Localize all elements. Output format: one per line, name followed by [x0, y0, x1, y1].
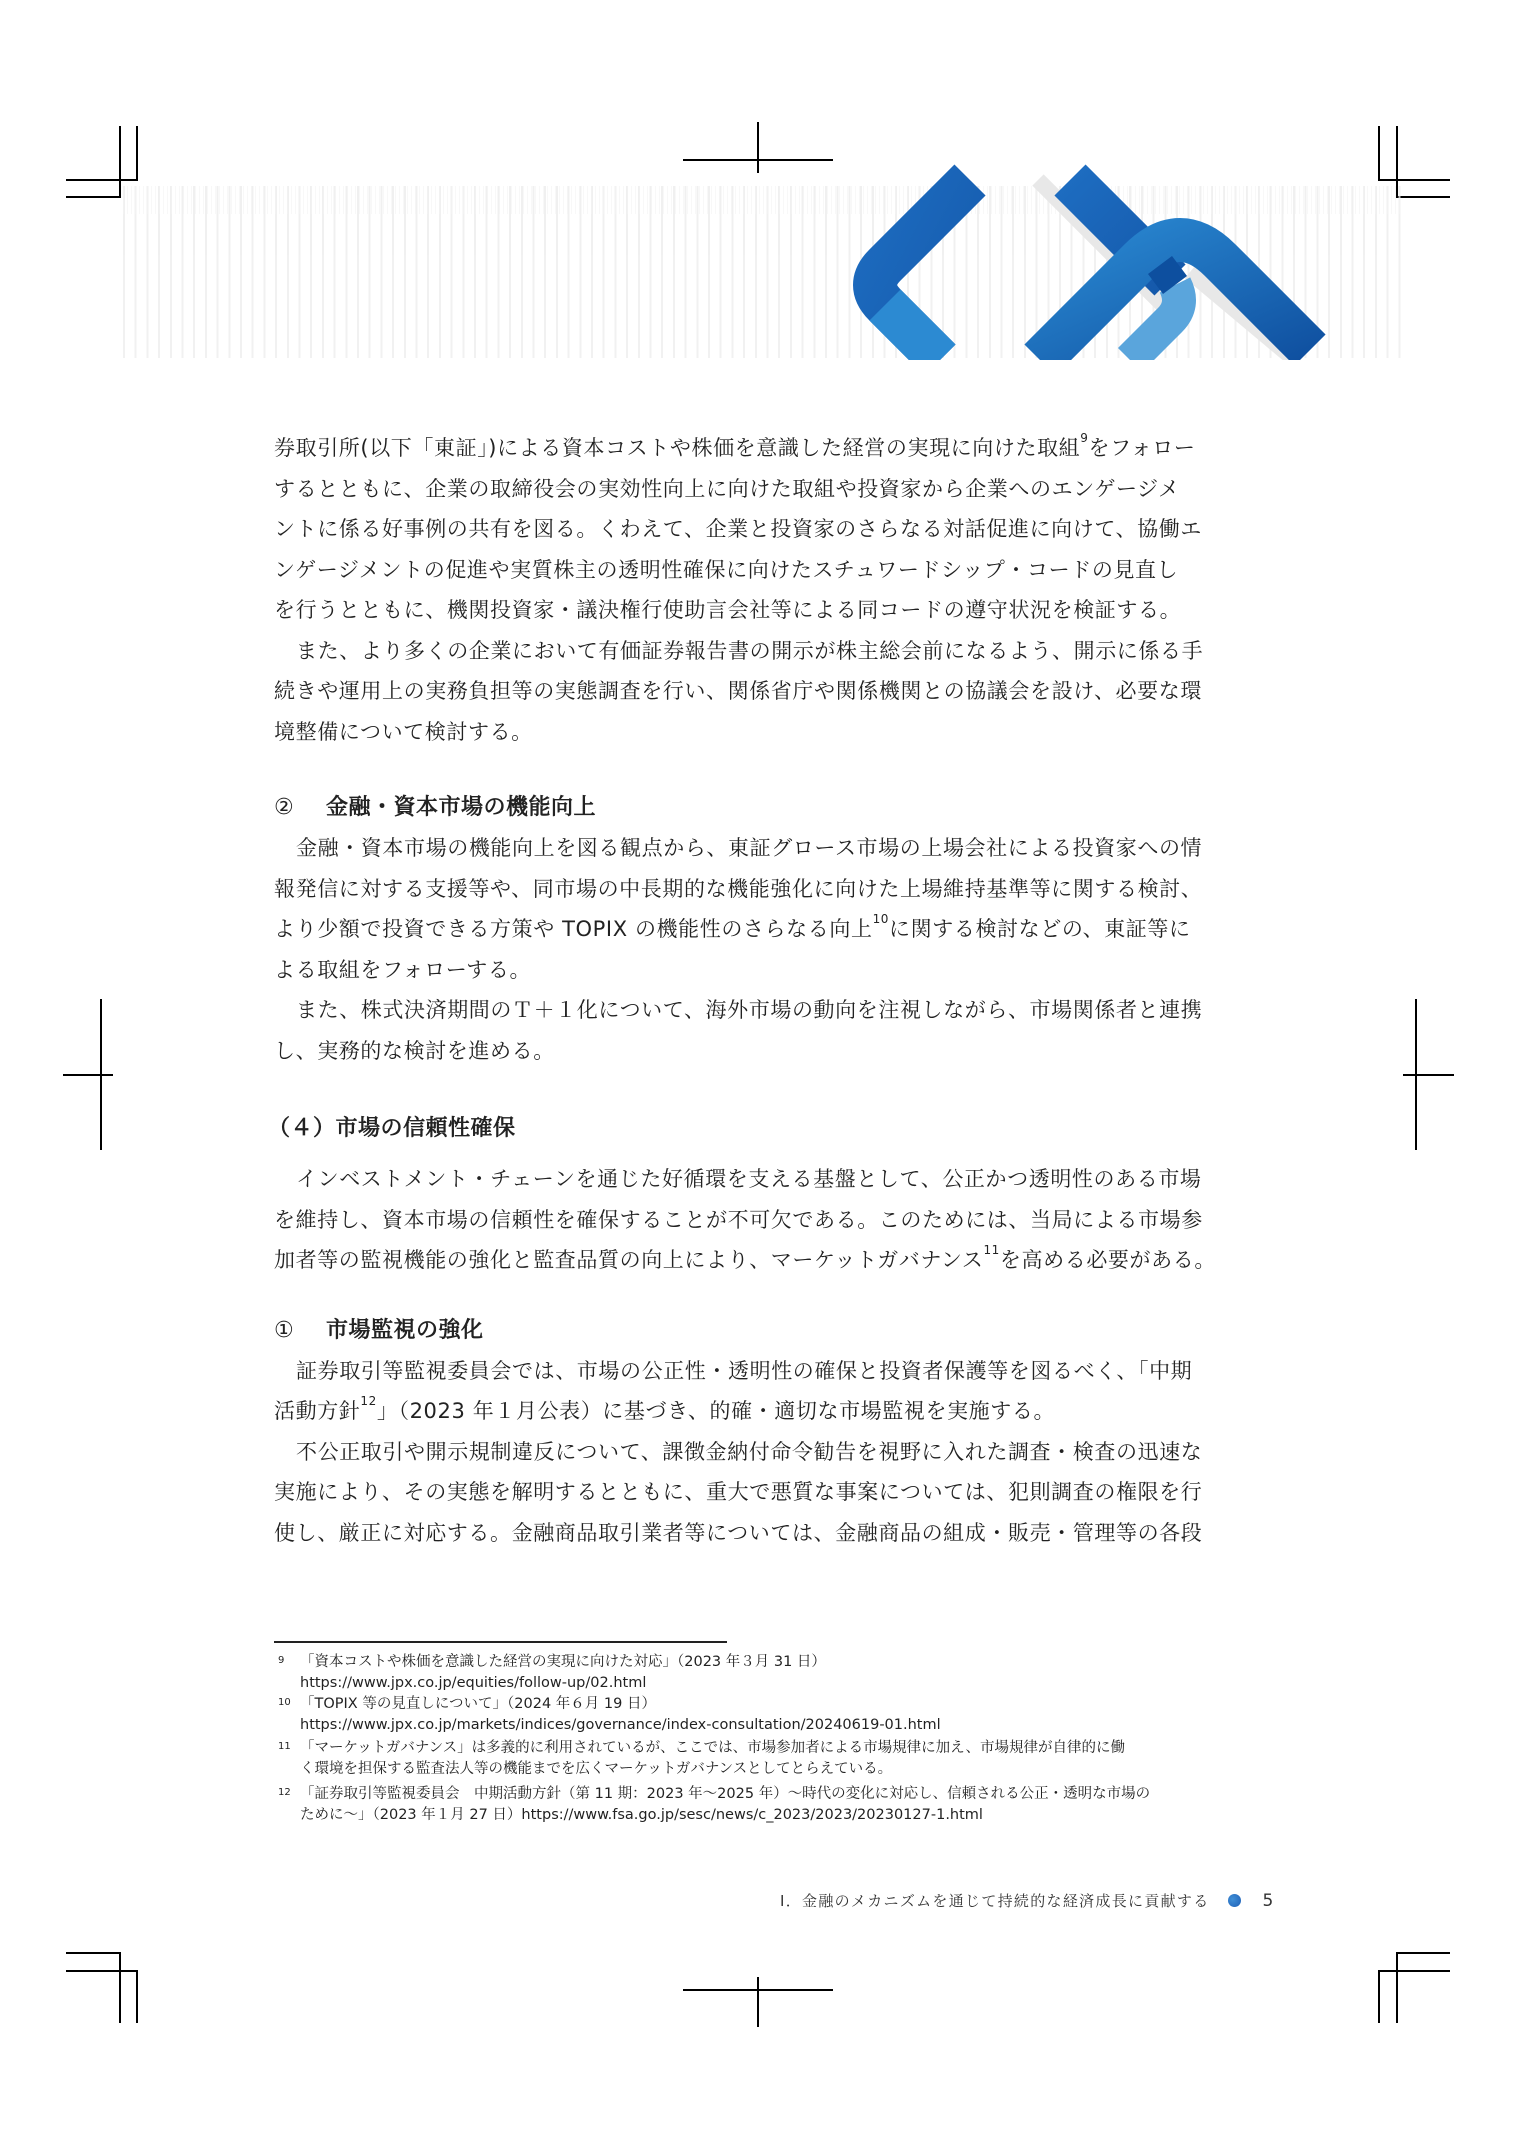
page-number: 5 [1262, 1891, 1275, 1911]
crop-mark [1396, 1952, 1450, 1954]
paragraph-disclosure: また、より多くの企業において有価証券報告書の開示が株主総会前になるよう、開示に係る手 続きや運用上の実務負担等の実態調査を行い、関係省庁や関係機関との協議会を設け、必要な環 境整備について検討する。 [274, 638, 1204, 744]
footnote-12: 12 「証券取引等監視委員会 中期活動方針（第 11 期：2023 年～2025 年）～時代の変化に対応し、信頼される公正・透明な市場の ために～」（2023 年１月 27 日）https://www.fsa.go.jp/sesc/news/c_2023/2023/20230127-1.html [278, 1786, 1151, 1823]
crop-mark [1378, 126, 1380, 180]
footnote-9: 9 「資本コストや株価を意識した経営の実現に向けた対応」（2023 年３月 31 日） https://www.jpx.co.jp/equities/follow-up/02.html [274, 1652, 1274, 1694]
chain-link-logo-icon [840, 160, 1360, 360]
footnote-ref-9[interactable]: 9 [1080, 431, 1089, 445]
crop-mark [136, 126, 138, 180]
footnote-11: 11 「マーケットガバナンス」は多義的に利用されているが、ここでは、市場参加者による市場規律に加え、市場規律が自律的に働 く環境を担保する監査法人等の機能までを広くマーケットガバナンスとしてとらえている。 [278, 1740, 1126, 1777]
crop-mark [66, 179, 138, 181]
crop-mark [66, 1970, 138, 1972]
main-content [268, 428, 1274, 1553]
footnotes [274, 1652, 1274, 1826]
crop-mark [1403, 1074, 1454, 1076]
footnote-link[interactable]: https://www.jpx.co.jp/markets/indices/governance/index-consultation/20240619-01.html [300, 1717, 941, 1733]
crop-mark [66, 196, 121, 198]
footnote-ref-10[interactable]: 10 [872, 912, 890, 926]
crop-mark [136, 1970, 138, 2023]
paragraph-enforcement: 不公正取引や開示規制違反について、課徴金納付命令勧告を視野に入れた調査・検査の迅速な 実施により、その実態を解明するとともに、重大で悪質な事案については、犯則調査の権限を行 使し、厳正に対応する。金融商品取引業者等については、金融商品の組成・販売・管理等の各段 [274, 1439, 1203, 1545]
crop-mark [1378, 179, 1450, 181]
crop-mark [1378, 1970, 1380, 2023]
crop-mark [1378, 1970, 1450, 1972]
crop-mark [1396, 196, 1450, 198]
paragraph-surveillance-policy: 証券取引等監視委員会では、市場の公正性・透明性の確保と投資者保護等を図るべく、「中期 活動方針$^{12}$」（2023 年１月公表）に基づき、的確・適切な市場監視を実施する。 [274, 1358, 1193, 1423]
paragraph-market-function: 金融・資本市場の機能向上を図る観点から、東証グロース市場の上場会社による投資家への情 報発信に対する支援等や、同市場の中長期的な機能強化に向けた上場維持基準等に関する検討、 より少額で投資できる方策や TOPIX の機能性のさらなる向上$^{10}$に関する検討などの、東証等に よる取組をフォローする。 [274, 836, 1203, 982]
footnote-ref-12[interactable]: 12 [360, 1394, 377, 1408]
footnote-link[interactable]: https://www.jpx.co.jp/equities/follow-up/02.html [300, 1675, 647, 1691]
crop-mark [757, 122, 759, 173]
crop-mark [119, 126, 121, 197]
crop-mark [119, 1952, 121, 2023]
chapter-title: Ⅰ．金融のメカニズムを通じて持続的な経済成長に貢献する [780, 1892, 1210, 1910]
section-heading-market-surveillance: ① 市場監視の強化 [274, 1317, 484, 1343]
paragraph-governance: 券取引所(以下「東証」)による資本コストや株価を意識した経営の実現に向けた取組$^9$をフォロー するとともに、企業の取締役会の実効性向上に向けた取組や投資家から企業へのエンゲージメ ントに係る好事例の共有を図る。くわえて、企業と投資家のさらなる対話促進に向けて、協働エ ンゲージメントの促進や実質株主の透明性確保に向けたスチュワードシップ・コードの見直し を行うとともに、機関投資家・議決権行使助言会社等による同コードの遵守状況を検証する。 [274, 431, 1202, 622]
blue-dot-icon [1228, 1894, 1241, 1907]
paragraph-market-reliability: インベストメント・チェーンを通じた好循環を支える基盤として、公正かつ透明性のある市場 を維持し、資本市場の信頼性を確保することが不可欠である。このためには、当局による市場参 加者等の監視機能の強化と監査品質の向上により、マーケットガバナンス$^{11}$を高める必要がある。 [274, 1167, 1216, 1272]
crop-mark [63, 1074, 113, 1076]
section-heading-market-reliability: （４）市場の信頼性確保 [268, 1116, 516, 1141]
footnote-10: 10 「TOPIX 等の見直しについて」（2024 年６月 19 日） https://www.jpx.co.jp/markets/indices/governance/index-consultation/20240619-01.html [274, 1694, 1274, 1736]
crop-mark [66, 1952, 121, 1954]
crop-mark [1396, 1952, 1398, 2023]
footnote-ref-11[interactable]: 11 [983, 1243, 1000, 1257]
footnote-separator [274, 1641, 727, 1643]
section-heading-market-function: ② 金融・資本市場の機能向上 [274, 795, 597, 820]
crop-mark [757, 1977, 759, 2027]
page-footer [780, 1890, 1300, 1911]
paragraph-settlement: また、株式決済期間のＴ＋１化について、海外市場の動向を注視しながら、市場関係者と連携 し、実務的な検討を進める。 [274, 998, 1203, 1063]
